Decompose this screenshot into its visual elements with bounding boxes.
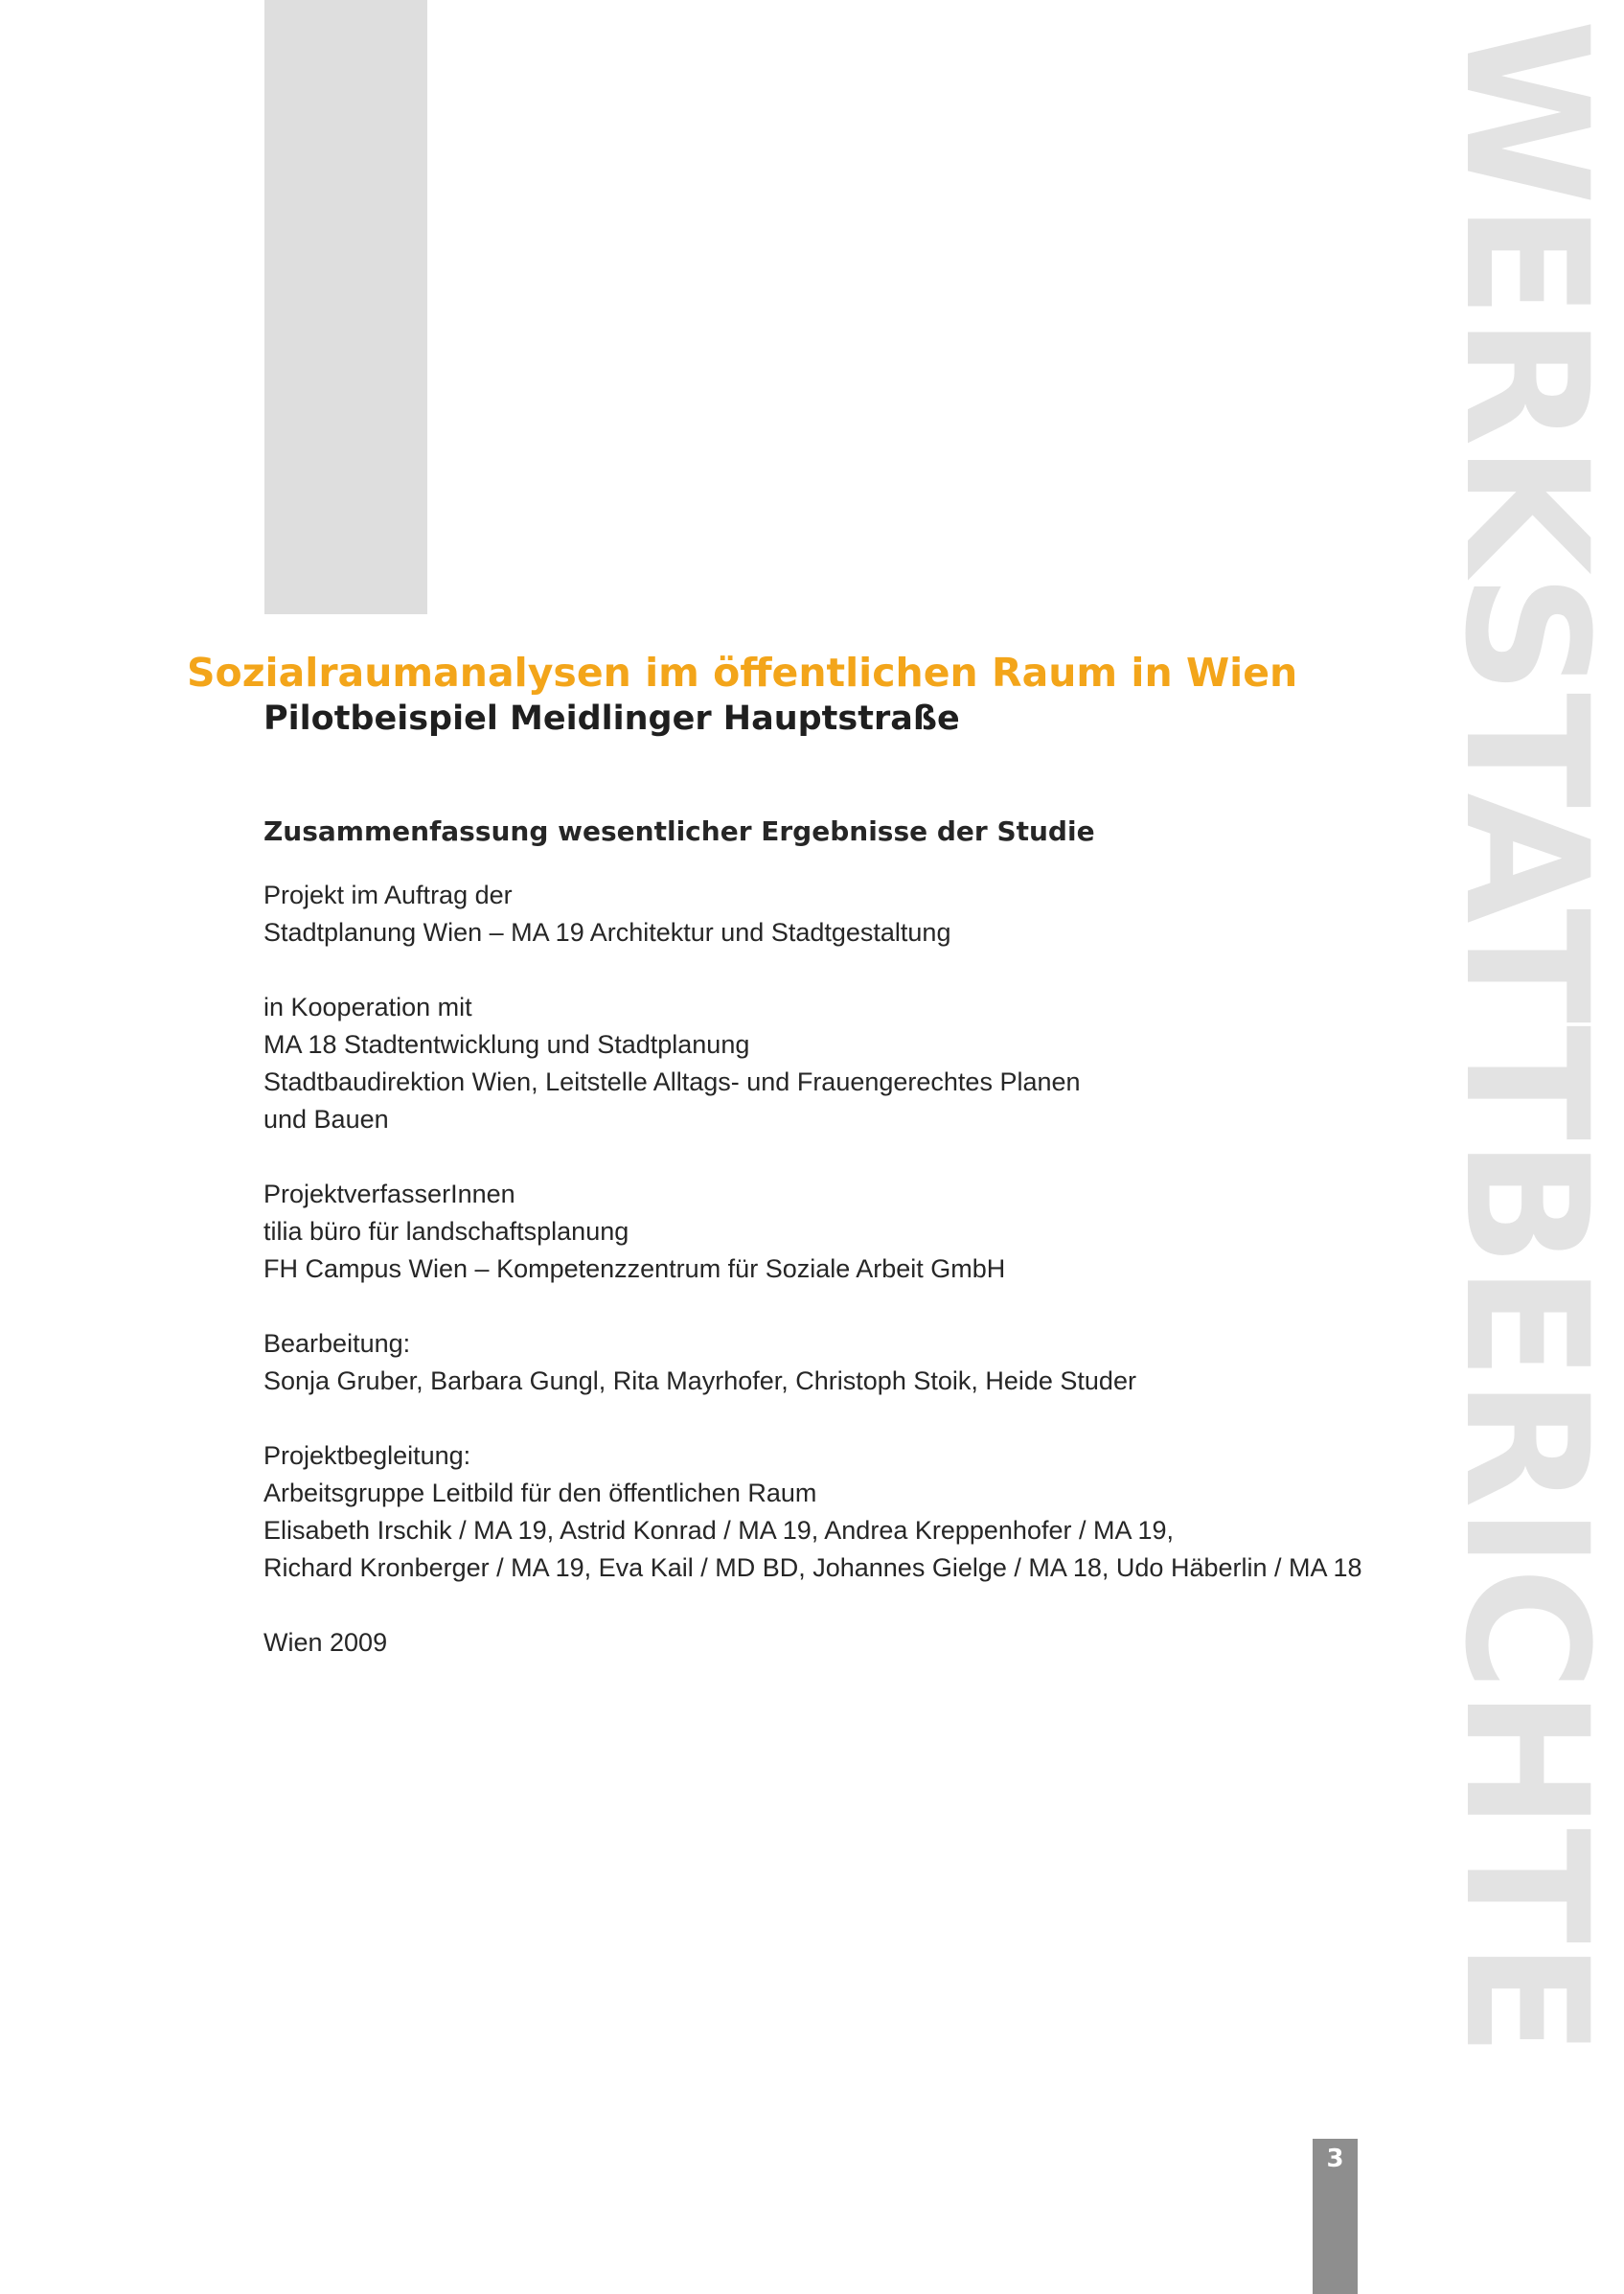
block-line: in Kooperation mit — [263, 993, 472, 1021]
block-line: und Bauen — [263, 1105, 389, 1134]
document-title: Sozialraumanalysen im öffentlichen Raum in Wien — [187, 650, 1298, 696]
block-line: Projekt im Auftrag der — [263, 881, 513, 909]
page-number: 3 — [1313, 2139, 1358, 2294]
block-line: FH Campus Wien – Kompetenzzentrum für Soziale Arbeit GmbH — [263, 1254, 1006, 1283]
block-line: Richard Kronberger / MA 19, Eva Kail / MD BD, Johannes Gielge / MA 18, Udo Häberlin / MA 18 — [263, 1553, 1362, 1582]
document-subtitle: Pilotbeispiel Meidlinger Hauptstraße — [263, 700, 960, 738]
place-date: Wien 2009 — [263, 1628, 388, 1657]
block-line: Arbeitsgruppe Leitbild für den öffentlichen Raum — [263, 1479, 817, 1507]
place-date-block — [263, 1624, 1413, 1662]
decorative-grey-bar — [264, 0, 427, 614]
section-heading: Zusammenfassung wesentlicher Ergebnisse der Studie — [263, 815, 1095, 847]
block-line: Elisabeth Irschik / MA 19, Astrid Konrad / MA 19, Andrea Kreppenhofer / MA 19, — [263, 1516, 1175, 1545]
series-vertical-title-text: WERKSTATTBERICHTE — [1428, 19, 1624, 2055]
cooperation-block — [263, 989, 1413, 1138]
block-line: Stadtbaudirektion Wien, Leitstelle Alltags- und Frauengerechtes Planen — [263, 1067, 1081, 1096]
series-vertical-title — [1428, 19, 1624, 2281]
block-line: Projektbegleitung: — [263, 1441, 471, 1470]
block-line: ProjektverfasserInnen — [263, 1180, 515, 1208]
project-support-block — [263, 1437, 1413, 1587]
editors-block — [263, 1325, 1413, 1400]
block-line: tilia büro für landschaftsplanung — [263, 1217, 629, 1246]
block-line: Bearbeitung: — [263, 1329, 411, 1358]
block-line: MA 18 Stadtentwicklung und Stadtplanung — [263, 1030, 750, 1059]
block-line: Stadtplanung Wien – MA 19 Architektur und Stadtgestaltung — [263, 918, 951, 947]
document-body — [263, 813, 1413, 1699]
block-line: Sonja Gruber, Barbara Gungl, Rita Mayrhofer, Christoph Stoik, Heide Studer — [263, 1366, 1136, 1395]
commissioned-by-block — [263, 877, 1413, 952]
authors-block — [263, 1176, 1413, 1288]
